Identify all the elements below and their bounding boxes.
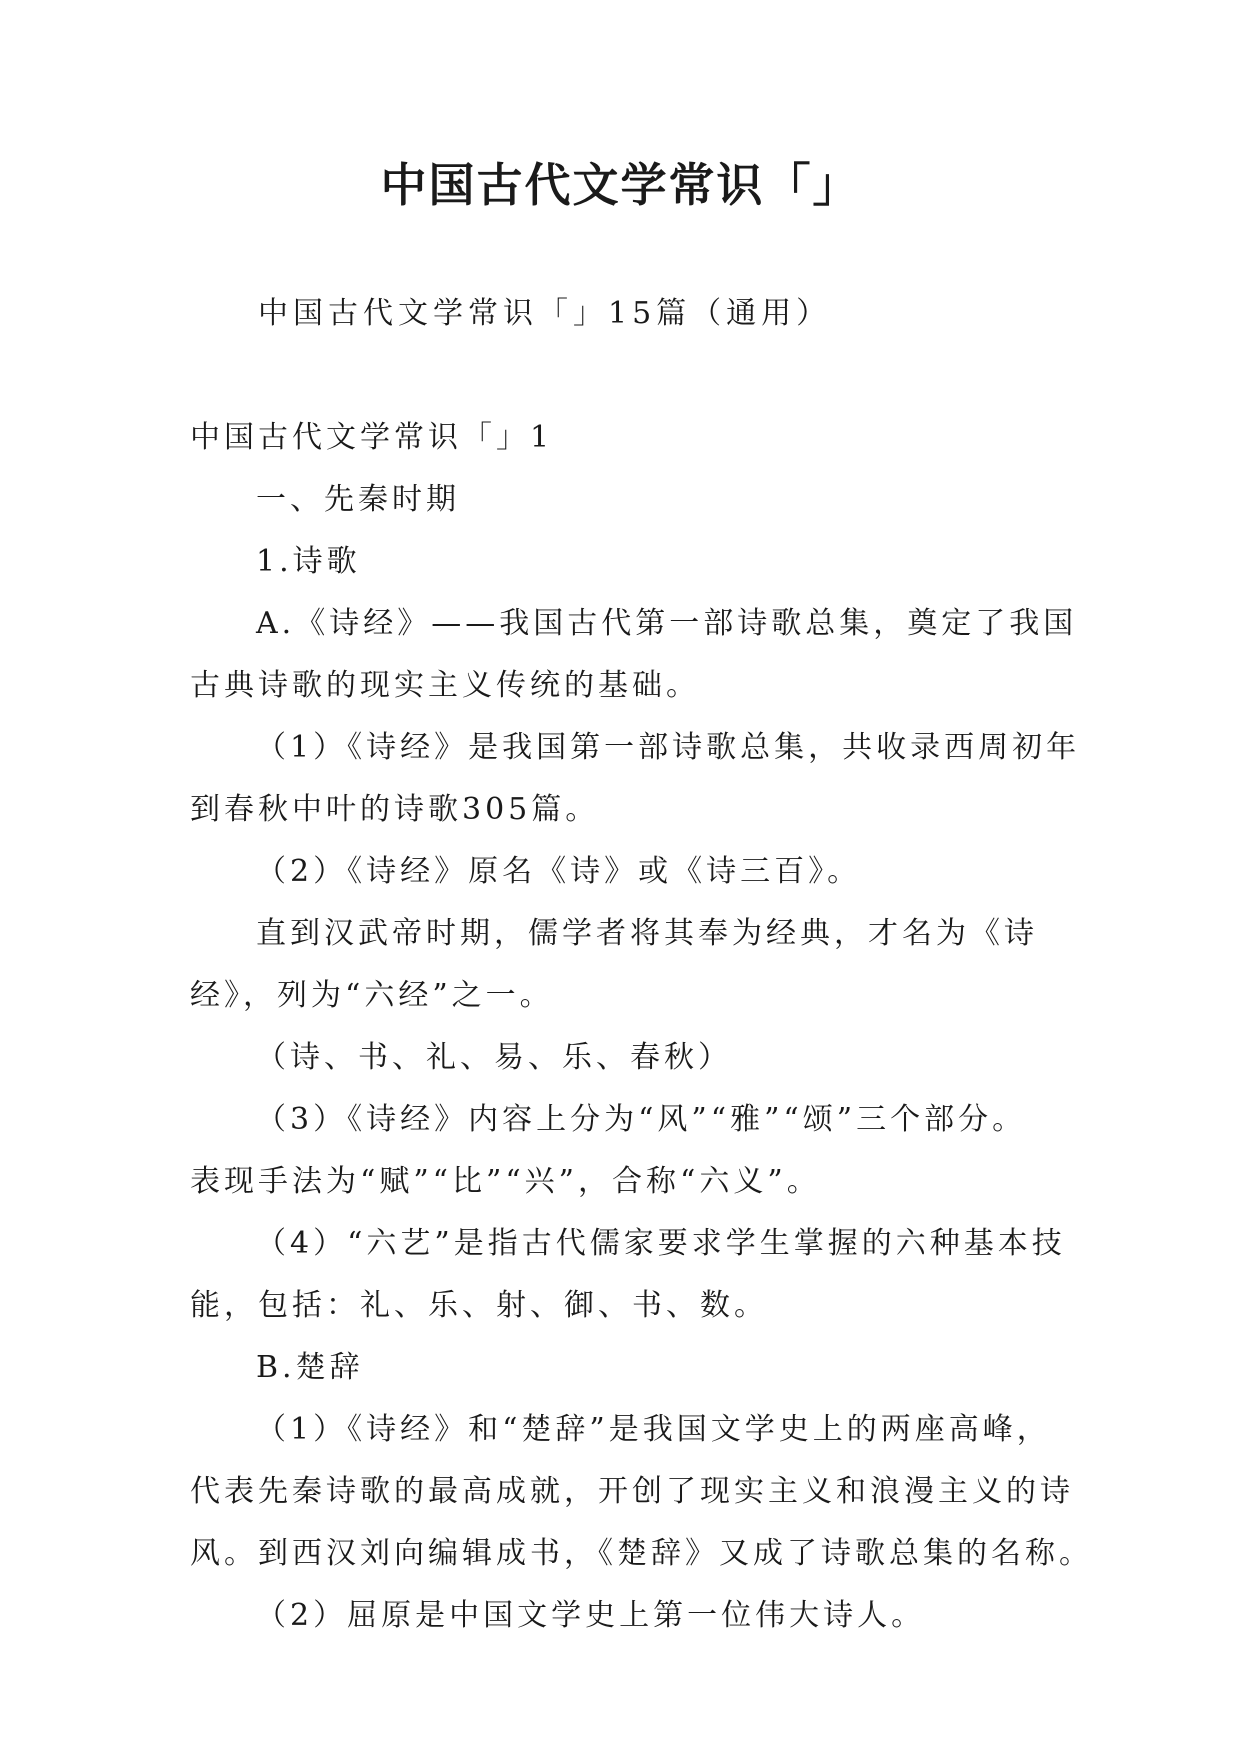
- paragraph-line: A.《诗经》——我国古代第一部诗歌总集，奠定了我国: [256, 606, 1078, 641]
- paragraph-line: （4）“六艺”是指古代儒家要求学生掌握的六种基本技: [256, 1226, 1066, 1261]
- topic-heading: B.楚辞: [256, 1350, 364, 1385]
- paragraph-line: （1）《诗经》和“楚辞”是我国文学史上的两座高峰，: [256, 1412, 1051, 1447]
- paragraph-line: 到春秋中叶的诗歌305篇。: [190, 792, 600, 827]
- paragraph-line: 风。到西汉刘向编辑成书，《楚辞》又成了诗歌总集的名称。: [190, 1536, 1093, 1571]
- paragraph-line: 能，包括：礼、乐、射、御、书、数。: [190, 1288, 768, 1323]
- topic-heading: 1.诗歌: [256, 544, 361, 579]
- document-body: [190, 407, 1093, 1647]
- paragraph-line: 古典诗歌的现实主义传统的基础。: [190, 668, 700, 703]
- paragraph-line: （2）屈原是中国文学史上第一位伟大诗人。: [256, 1598, 926, 1633]
- paragraph-line: （1）《诗经》是我国第一部诗歌总集，共收录西周初年: [256, 730, 1081, 765]
- paragraph-line: （诗、书、礼、易、乐、春秋）: [256, 1040, 732, 1075]
- paragraph-line: 经》，列为“六经”之一。: [190, 978, 554, 1013]
- section-heading: 中国古代文学常识「」1: [190, 420, 554, 455]
- paragraph-line: （3）《诗经》内容上分为“风”“雅”“颂”三个部分。: [256, 1102, 1027, 1137]
- document-subtitle: 中国古代文学常识「」15篇（通用）: [258, 296, 832, 331]
- era-heading: 一、先秦时期: [256, 482, 460, 517]
- paragraph-line: 表现手法为“赋”“比”“兴”，合称“六义”。: [190, 1164, 821, 1199]
- paragraph-line: （2）《诗经》原名《诗》或《诗三百》。: [256, 854, 862, 889]
- paragraph-line: 代表先秦诗歌的最高成就，开创了现实主义和浪漫主义的诗: [190, 1474, 1074, 1509]
- paragraph-line: 直到汉武帝时期，儒学者将其奉为经典，才名为《诗: [256, 916, 1038, 951]
- document-title: 中国古代文学常识「」: [380, 158, 861, 212]
